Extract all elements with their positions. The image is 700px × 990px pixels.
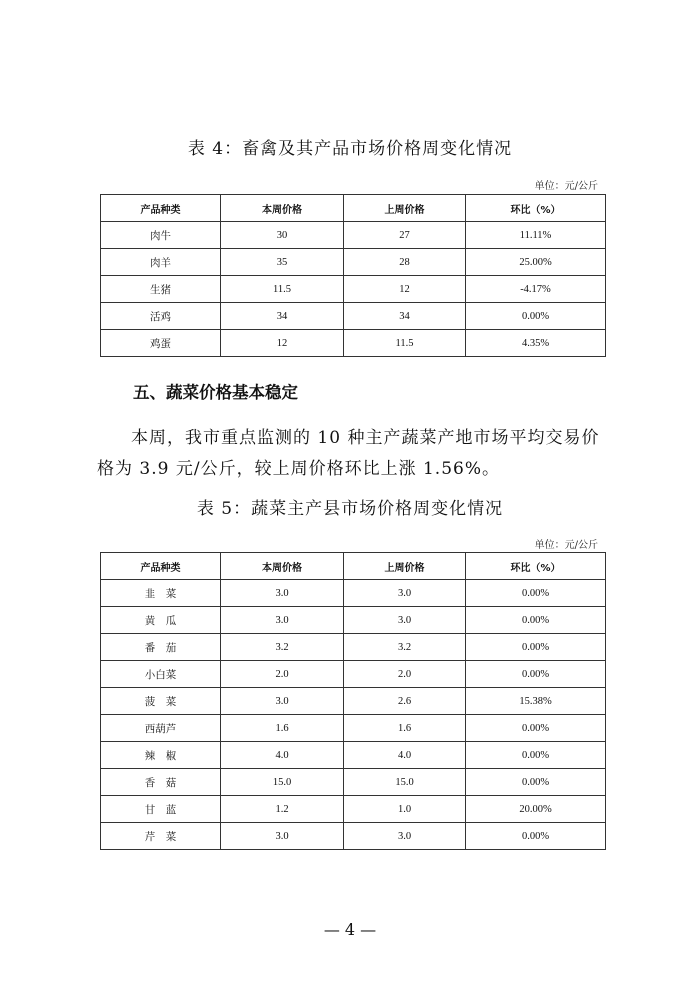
table-cell: 34 xyxy=(221,303,344,330)
table4-header-cell: 本周价格 xyxy=(221,195,344,222)
table-cell: 0.00% xyxy=(466,715,606,742)
table-cell: 0.00% xyxy=(466,661,606,688)
table-cell: 4.35% xyxy=(466,330,606,357)
table-cell: 3.0 xyxy=(221,580,344,607)
table4-header-cell: 环比（%） xyxy=(466,195,606,222)
table-row xyxy=(101,796,606,823)
table-cell: 11.11% xyxy=(466,222,606,249)
table-cell: 甘 蓝 xyxy=(101,796,221,823)
table4 xyxy=(100,194,606,357)
table-cell: 0.00% xyxy=(466,823,606,850)
table-cell: 3.0 xyxy=(344,607,466,634)
table-cell: 3.2 xyxy=(344,634,466,661)
table-cell: 11.5 xyxy=(344,330,466,357)
table-cell: 番 茄 xyxy=(101,634,221,661)
table-cell: 1.0 xyxy=(344,796,466,823)
table5-unit: 单位：元/公斤 xyxy=(534,540,598,551)
table-cell: 0.00% xyxy=(466,580,606,607)
table4-unit: 单位：元/公斤 xyxy=(534,181,598,192)
table-row xyxy=(101,303,606,330)
table-cell: 0.00% xyxy=(466,634,606,661)
table-row xyxy=(101,580,606,607)
table-cell: 香 菇 xyxy=(101,769,221,796)
table-cell: 3.0 xyxy=(344,580,466,607)
table-cell: 11.5 xyxy=(221,276,344,303)
table-cell: 15.0 xyxy=(344,769,466,796)
section-paragraph-text: 本周，我市重点监测的 10 种主产蔬菜产地市场平均交易价格为 3.9 元/公斤，较上周价格环比上涨 1.56%。 xyxy=(97,428,600,479)
table-row xyxy=(101,330,606,357)
table-cell: -4.17% xyxy=(466,276,606,303)
table-cell: 小白菜 xyxy=(101,661,221,688)
table-cell: 2.0 xyxy=(344,661,466,688)
table-cell: 27 xyxy=(344,222,466,249)
table-cell: 30 xyxy=(221,222,344,249)
table-cell: 15.38% xyxy=(466,688,606,715)
table-cell: 生猪 xyxy=(101,276,221,303)
table-cell: 活鸡 xyxy=(101,303,221,330)
table-cell: 1.2 xyxy=(221,796,344,823)
section-paragraph xyxy=(97,423,617,485)
table-cell: 芹 菜 xyxy=(101,823,221,850)
table-row xyxy=(101,661,606,688)
table-cell: 3.0 xyxy=(221,823,344,850)
table5-header-cell: 本周价格 xyxy=(221,553,344,580)
table5 xyxy=(100,552,606,850)
table-cell: 34 xyxy=(344,303,466,330)
table-cell: 韭 菜 xyxy=(101,580,221,607)
table-cell: 12 xyxy=(344,276,466,303)
table-cell: 20.00% xyxy=(466,796,606,823)
table-row xyxy=(101,823,606,850)
table-row xyxy=(101,276,606,303)
table5-header-cell: 产品种类 xyxy=(101,553,221,580)
table-cell: 25.00% xyxy=(466,249,606,276)
table5-header-cell: 上周价格 xyxy=(344,553,466,580)
table-row xyxy=(101,769,606,796)
table-cell: 4.0 xyxy=(344,742,466,769)
table-cell: 0.00% xyxy=(466,303,606,330)
table-row xyxy=(101,249,606,276)
table-cell: 4.0 xyxy=(221,742,344,769)
table-cell: 0.00% xyxy=(466,769,606,796)
table-cell: 35 xyxy=(221,249,344,276)
table-cell: 黄 瓜 xyxy=(101,607,221,634)
table4-header-row xyxy=(101,195,606,222)
table-cell: 3.0 xyxy=(221,688,344,715)
table-row xyxy=(101,715,606,742)
table4-title: 表 4：畜禽及其产品市场价格周变化情况 xyxy=(187,139,513,159)
table-cell: 肉牛 xyxy=(101,222,221,249)
table-cell: 1.6 xyxy=(221,715,344,742)
table-row xyxy=(101,222,606,249)
table-cell: 3.0 xyxy=(221,607,344,634)
table4-header-cell: 上周价格 xyxy=(344,195,466,222)
table-row xyxy=(101,742,606,769)
page-number: — 4 — xyxy=(323,920,377,939)
table5-header-row xyxy=(101,553,606,580)
table-cell: 西葫芦 xyxy=(101,715,221,742)
table-cell: 0.00% xyxy=(466,742,606,769)
table-cell: 28 xyxy=(344,249,466,276)
table-cell: 15.0 xyxy=(221,769,344,796)
section-heading: 五、蔬菜价格基本稳定 xyxy=(133,383,298,402)
table-row xyxy=(101,634,606,661)
table-cell: 鸡蛋 xyxy=(101,330,221,357)
table-cell: 2.0 xyxy=(221,661,344,688)
table-cell: 2.6 xyxy=(344,688,466,715)
table-cell: 辣 椒 xyxy=(101,742,221,769)
table-cell: 12 xyxy=(221,330,344,357)
table-row xyxy=(101,688,606,715)
table-cell: 肉羊 xyxy=(101,249,221,276)
table-row xyxy=(101,607,606,634)
table4-header-cell: 产品种类 xyxy=(101,195,221,222)
table-cell: 0.00% xyxy=(466,607,606,634)
table-cell: 菠 菜 xyxy=(101,688,221,715)
table5-header-cell: 环比（%） xyxy=(466,553,606,580)
table-cell: 3.0 xyxy=(344,823,466,850)
table5-title: 表 5：蔬菜主产县市场价格周变化情况 xyxy=(196,499,504,519)
table-cell: 3.2 xyxy=(221,634,344,661)
table-cell: 1.6 xyxy=(344,715,466,742)
